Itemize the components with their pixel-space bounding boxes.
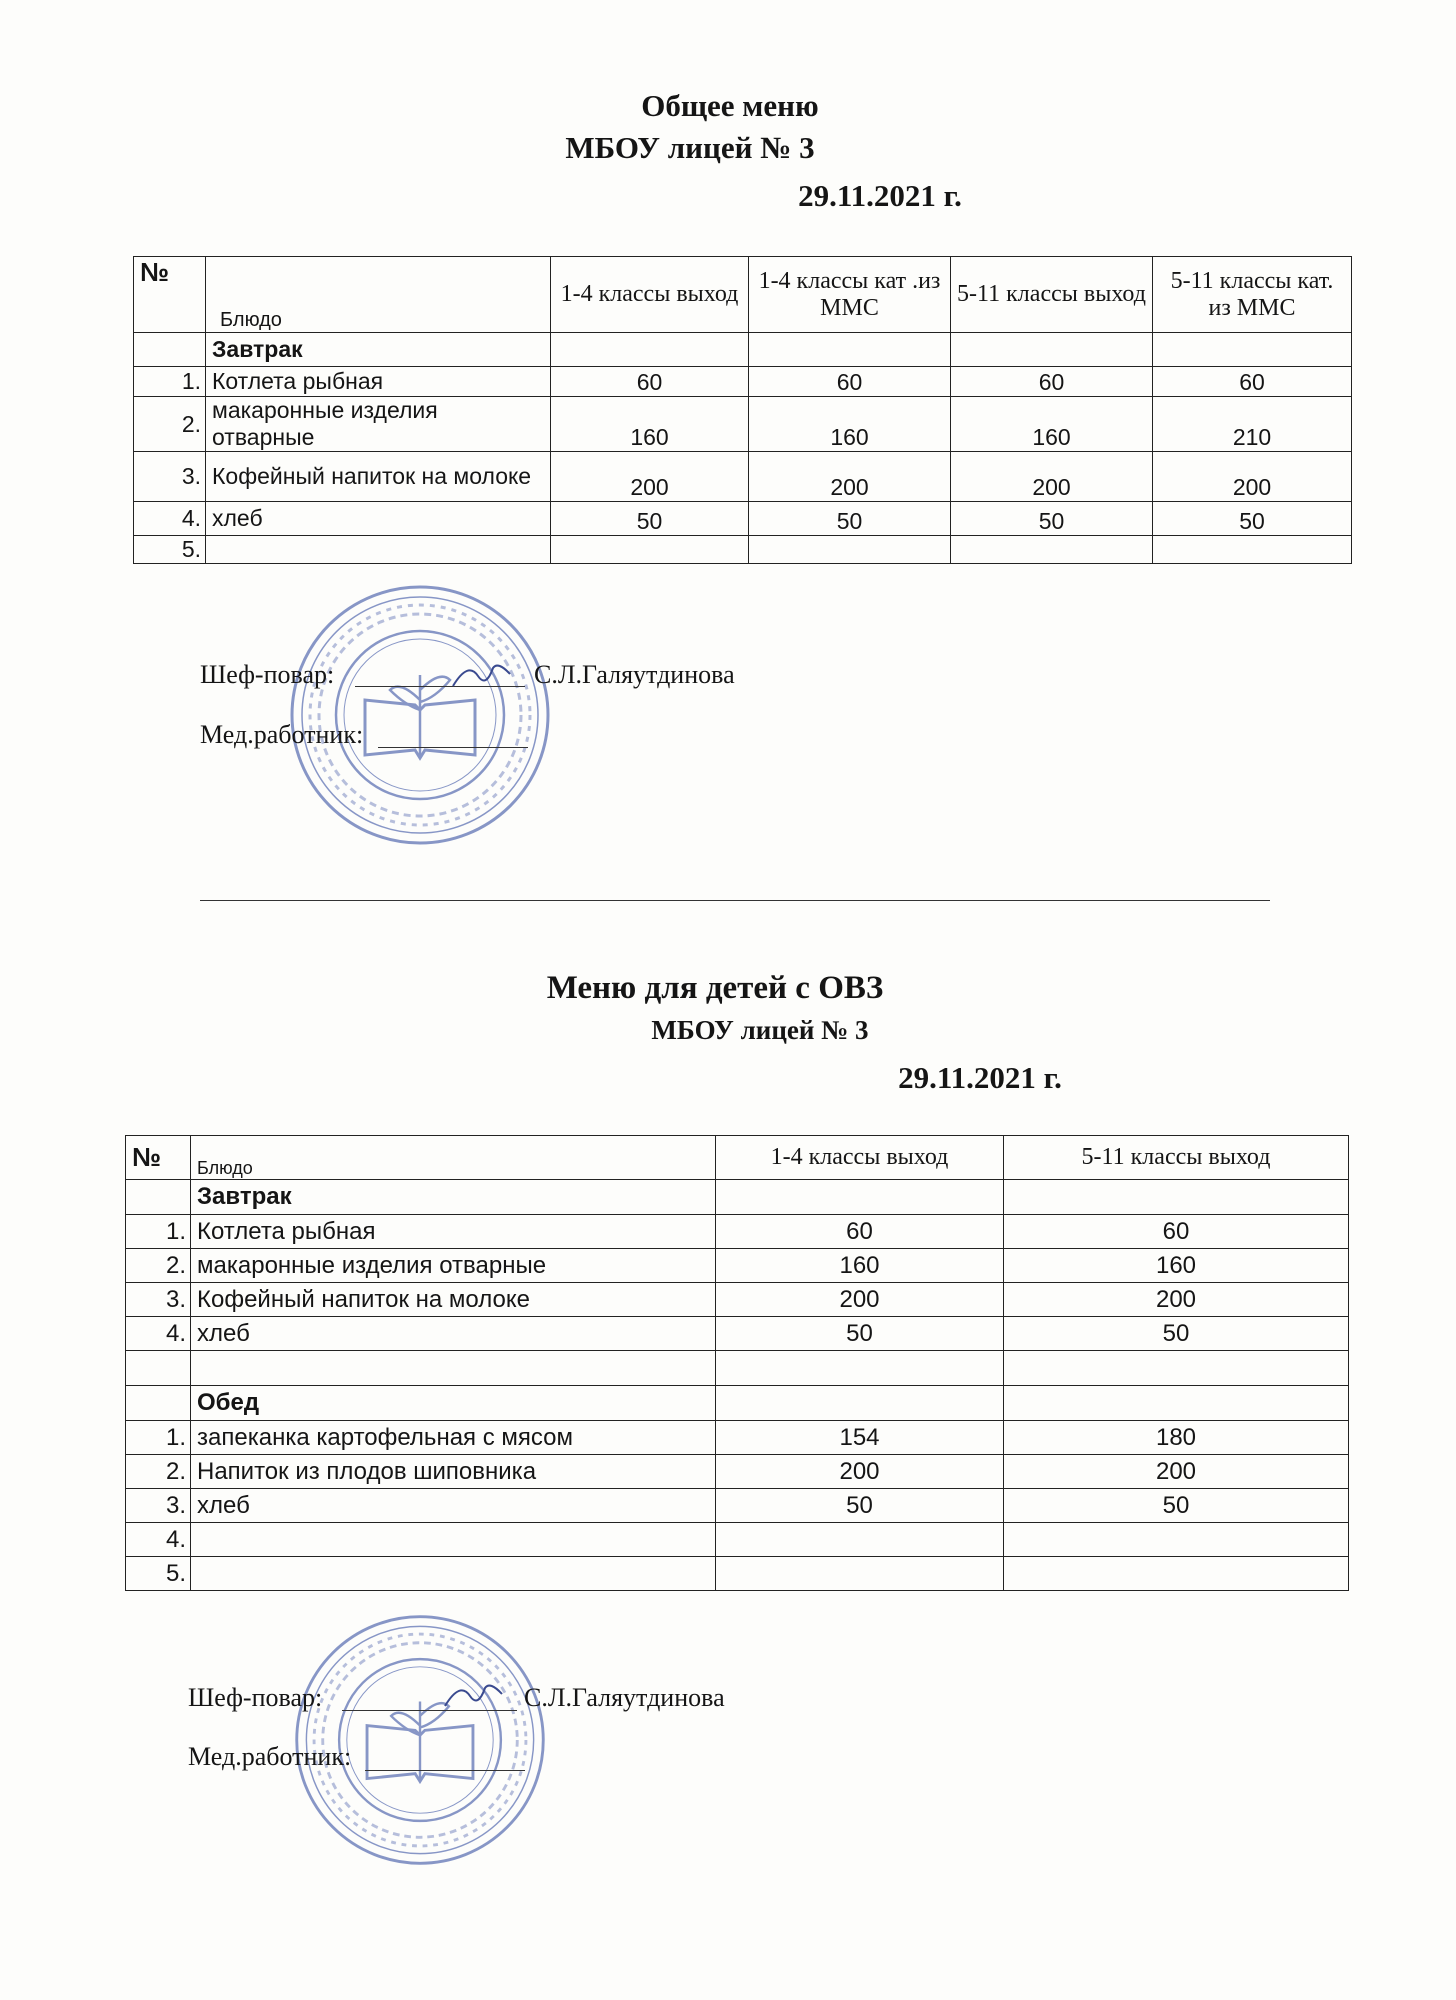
table-row (126, 1421, 1349, 1455)
portion-value (716, 1557, 1004, 1591)
chef-signature (440, 1676, 510, 1716)
portion-value: 160 (716, 1249, 1004, 1283)
portion-value (1153, 536, 1352, 564)
header-col4: 5-11 классы кат. из ММС (1153, 257, 1352, 333)
portion-value: 50 (716, 1489, 1004, 1523)
menu1-med-signature-line (378, 747, 528, 748)
menu1-chef-name: С.Л.Галяутдинова (534, 660, 735, 689)
table-row (134, 536, 1352, 564)
portion-value: 200 (1153, 452, 1352, 502)
header-col1: 1-4 классы выход (551, 257, 749, 333)
portion-value: 50 (551, 502, 749, 536)
section-breakfast: Завтрак (191, 1180, 716, 1215)
portion-value: 50 (1004, 1489, 1349, 1523)
menu1-chef-label: Шеф-повар: (200, 660, 335, 689)
dish-name: Котлета рыбная (206, 367, 551, 397)
portion-value (551, 536, 749, 564)
portion-value: 50 (1004, 1317, 1349, 1351)
menu1-med-label: Мед.работник: (200, 720, 364, 749)
header-dish: Блюдо (206, 257, 551, 333)
row-number: 4. (126, 1523, 191, 1557)
portion-value (1004, 1523, 1349, 1557)
portion-value (951, 536, 1153, 564)
portion-value: 60 (1153, 367, 1352, 397)
row-number: 3. (126, 1283, 191, 1317)
header-num: № (126, 1136, 191, 1180)
header-num: № (134, 257, 206, 333)
dish-name: запеканка картофельная с мясом (191, 1421, 716, 1455)
portion-value: 200 (716, 1283, 1004, 1317)
portion-value: 60 (551, 367, 749, 397)
dish-name: Кофейный напиток на молоке (191, 1283, 716, 1317)
dish-name: хлеб (191, 1489, 716, 1523)
portion-value (716, 1523, 1004, 1557)
table-row (134, 367, 1352, 397)
portion-value: 200 (551, 452, 749, 502)
table-row (134, 502, 1352, 536)
menu1-table (133, 256, 1352, 564)
menu2-breakfast-row (126, 1180, 1349, 1215)
dish-name: хлеб (191, 1317, 716, 1351)
menu2-title: Меню для детей с ОВЗ (546, 970, 884, 1006)
row-number: 1. (134, 367, 206, 397)
table-row (126, 1455, 1349, 1489)
row-number: 2. (126, 1249, 191, 1283)
portion-value: 50 (749, 502, 951, 536)
header-col2: 1-4 классы кат .из ММС (749, 257, 951, 333)
menu2-empty-row (126, 1351, 1349, 1386)
dish-name: Напиток из плодов шиповника (191, 1455, 716, 1489)
row-number: 5. (134, 536, 206, 564)
portion-value: 160 (1004, 1249, 1349, 1283)
dish-name (191, 1523, 716, 1557)
menu1-title: Общее меню (641, 88, 819, 123)
portion-value (749, 536, 951, 564)
section-lunch: Обед (191, 1386, 716, 1421)
stamp-seal (290, 1610, 550, 1870)
menu2-chef-name: С.Л.Галяутдинова (524, 1683, 725, 1712)
header-col2: 5-11 классы выход (1004, 1136, 1349, 1180)
menu1-header-row (134, 257, 1352, 333)
portion-value: 200 (951, 452, 1153, 502)
table-row (134, 397, 1352, 452)
dish-name: Котлета рыбная (191, 1215, 716, 1249)
menu2-med-signature-line (365, 1770, 525, 1771)
menu1-date: 29.11.2021 г. (798, 178, 962, 213)
section-breakfast: Завтрак (206, 333, 551, 367)
portion-value (1004, 1557, 1349, 1591)
portion-value: 154 (716, 1421, 1004, 1455)
portion-value: 160 (551, 397, 749, 452)
table-row (134, 452, 1352, 502)
table-row (126, 1317, 1349, 1351)
dish-name: хлеб (206, 502, 551, 536)
dish-name: макаронные изделия отварные (191, 1249, 716, 1283)
portion-value: 200 (1004, 1283, 1349, 1317)
dish-name (206, 536, 551, 564)
portion-value: 160 (951, 397, 1153, 452)
chef-signature (448, 656, 518, 696)
row-number: 5. (126, 1557, 191, 1591)
menu2-lunch-row (126, 1386, 1349, 1421)
section-divider (200, 900, 1270, 901)
row-number: 1. (126, 1421, 191, 1455)
row-number: 4. (126, 1317, 191, 1351)
dish-name: Кофейный напиток на молоке (206, 452, 551, 502)
portion-value: 180 (1004, 1421, 1349, 1455)
table-row (126, 1249, 1349, 1283)
menu1-school: МБОУ лицей № 3 (565, 130, 815, 165)
menu2-header-row (126, 1136, 1349, 1180)
portion-value: 160 (749, 397, 951, 452)
portion-value: 50 (951, 502, 1153, 536)
table-row (126, 1523, 1349, 1557)
header-col3: 5-11 классы выход (951, 257, 1153, 333)
portion-value: 50 (1153, 502, 1352, 536)
portion-value: 50 (716, 1317, 1004, 1351)
row-number: 2. (126, 1455, 191, 1489)
menu1-section-row (134, 333, 1352, 367)
menu2-table (125, 1135, 1349, 1591)
row-number: 4. (134, 502, 206, 536)
menu2-date: 29.11.2021 г. (898, 1060, 1062, 1095)
portion-value: 60 (716, 1215, 1004, 1249)
portion-value: 60 (1004, 1215, 1349, 1249)
table-row (126, 1215, 1349, 1249)
row-number: 1. (126, 1215, 191, 1249)
header-dish: Блюдо (191, 1136, 716, 1180)
menu2-chef-label: Шеф-повар: (188, 1683, 323, 1712)
row-number: 3. (126, 1489, 191, 1523)
table-row (126, 1557, 1349, 1591)
stamp-seal (285, 580, 555, 850)
portion-value: 60 (951, 367, 1153, 397)
portion-value: 210 (1153, 397, 1352, 452)
menu2-school: МБОУ лицей № 3 (651, 1015, 869, 1045)
table-row (126, 1489, 1349, 1523)
menu2-med-label: Мед.работник: (188, 1742, 352, 1771)
dish-name (191, 1557, 716, 1591)
portion-value: 200 (716, 1455, 1004, 1489)
row-number: 3. (134, 452, 206, 502)
portion-value: 200 (749, 452, 951, 502)
header-col1: 1-4 классы выход (716, 1136, 1004, 1180)
row-number: 2. (134, 397, 206, 452)
portion-value: 60 (749, 367, 951, 397)
portion-value: 200 (1004, 1455, 1349, 1489)
table-row (126, 1283, 1349, 1317)
dish-name: макаронные изделия отварные (206, 397, 551, 452)
